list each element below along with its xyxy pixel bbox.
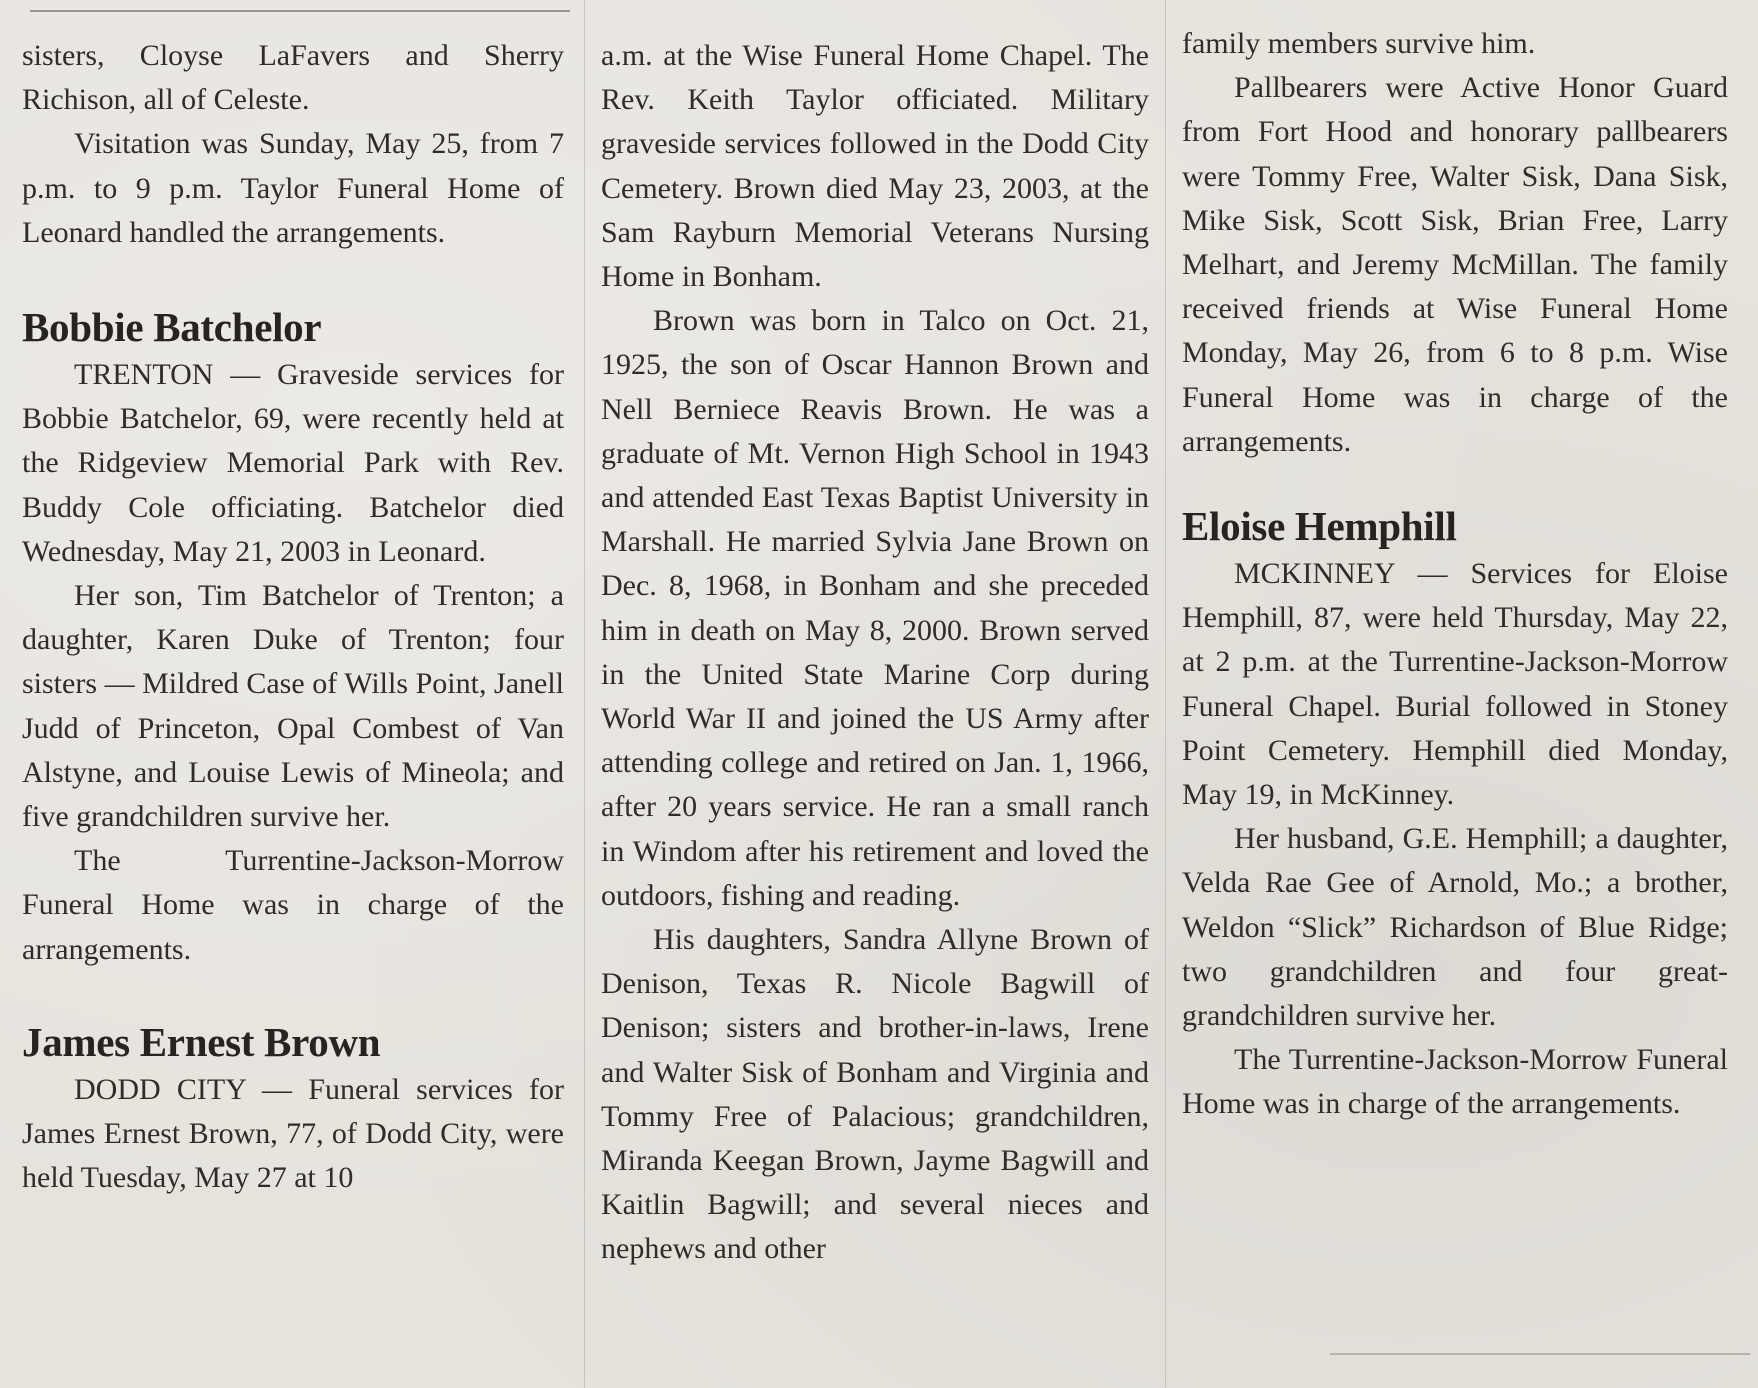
column-3	[1182, 22, 1728, 1127]
obituary-paragraph: The Turrentine-Jackson-Morrow Funeral Home was in charge of the arrangements.	[1182, 1043, 1728, 1121]
obituary-paragraph: His daughters, Sandra Allyne Brown of Denison, Texas R. Nicole Bagwill of Denison; sisters and brother-in-laws, Irene and Walter Sisk of Bonham and Virginia and Tommy Free of Palacious; grandchildren, Miranda Keegan Brown, Jayme Bagwill and Kaitlin Bagwill; and several nieces and nephews and other	[601, 923, 1149, 1266]
spacer	[22, 972, 564, 1016]
column-divider-1	[584, 0, 585, 1388]
column-1	[22, 34, 564, 1200]
spacer	[1182, 464, 1728, 500]
spacer	[22, 255, 564, 301]
obituary-paragraph: Her husband, G.E. Hemphill; a daughter, Velda Rae Gee of Arnold, Mo.; a brother, Weldon “Slick” Richardson of Blue Ridge; two grandchildren and four great-grandchildren survive her.	[1182, 822, 1728, 1033]
obituary-headline-james: James Ernest Brown	[22, 1018, 381, 1065]
obituary-headline-bobbie: Bobbie Batchelor	[22, 304, 322, 351]
column-2	[601, 34, 1149, 1272]
obituary-headline-eloise: Eloise Hemphill	[1182, 503, 1457, 550]
obituary-paragraph: The Turrentine-Jackson-Morrow Funeral Home was in charge of the arrangements.	[22, 844, 564, 966]
obituary-paragraph: MCKINNEY — Services for Eloise Hemphill, 87, were held Thursday, May 22, at 2 p.m. at the Turrentine-Jackson-Morrow Funeral Chapel. Burial followed in Stoney Point Cemetery. Hemphill died Monday, May 19, in McKinney.	[1182, 557, 1728, 812]
obituary-paragraph: Brown was born in Talco on Oct. 21, 1925, the son of Oscar Hannon Brown and Nell Berniece Reavis Brown. He was a graduate of Mt. Vernon High School in 1943 and attended East Texas Baptist University in Marshall. He married Sylvia Jane Brown on Dec. 8, 1968, in Bonham and she preceded him in death on May 8, 2000. Brown served in the United State Marine Corp during World War II and joined the US Army after attending college and retired on Jan. 1, 1966, after 20 years service. He ran a small ranch in Windom after his retirement and loved the outdoors, fishing and reading.	[601, 304, 1149, 912]
obituary-paragraph: family members survive him.	[1182, 27, 1536, 60]
bottom-rule	[1330, 1353, 1750, 1355]
intro-paragraph-2: Visitation was Sunday, May 25, from 7 p.m. to 9 p.m. Taylor Funeral Home of Leonard handled the arrangements.	[22, 127, 564, 249]
obituary-paragraph: Her son, Tim Batchelor of Trenton; a daughter, Karen Duke of Trenton; four sisters — Mildred Case of Wills Point, Janell Judd of Princeton, Opal Combest of Van Alstyne, and Louise Lewis of Mineola; and five grandchildren survive her.	[22, 579, 564, 834]
top-rule	[30, 10, 570, 12]
intro-paragraph-1: sisters, Cloyse LaFavers and Sherry Richison, all of Celeste.	[22, 39, 564, 117]
obituary-paragraph: a.m. at the Wise Funeral Home Chapel. The Rev. Keith Taylor officiated. Military graveside services followed in the Dodd City Cemetery. Brown died May 23, 2003, at the Sam Rayburn Memorial Veterans Nursing Home in Bonham.	[601, 39, 1149, 294]
obituary-paragraph: TRENTON — Graveside services for Bobbie Batchelor, 69, were recently held at the Ridgeview Memorial Park with Rev. Buddy Cole officiating. Batchelor died Wednesday, May 21, 2003 in Leonard.	[22, 358, 564, 568]
column-divider-2	[1165, 0, 1166, 1388]
obituary-paragraph: DODD CITY — Funeral services for James Ernest Brown, 77, of Dodd City, were held Tuesday, May 27 at 10	[22, 1072, 564, 1195]
obituary-paragraph: Pallbearers were Active Honor Guard from Fort Hood and honorary pallbearers were Tommy Free, Walter Sisk, Dana Sisk, Mike Sisk, Scott Sisk, Brian Free, Larry Melhart, and Jeremy McMillan. The family received friends at Wise Funeral Home Monday, May 26, from 6 to 8 p.m. Wise Funeral Home was in charge of the arrangements.	[1182, 71, 1728, 458]
